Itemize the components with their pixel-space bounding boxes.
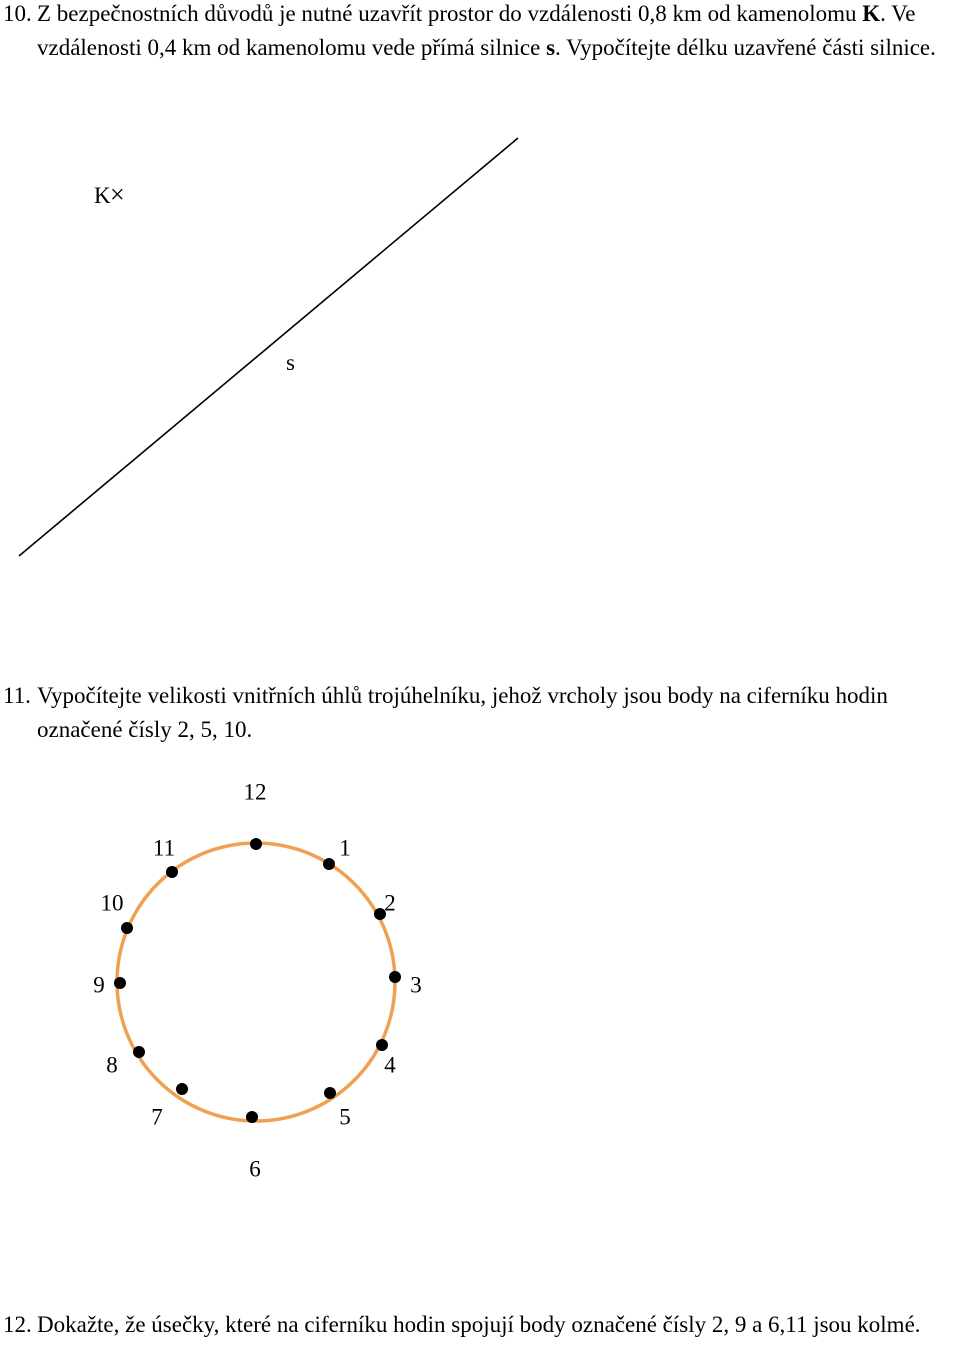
problem-10-road-label: s: [546, 35, 556, 60]
clock-dot-6: [246, 1111, 258, 1123]
clock-circle: [117, 843, 395, 1121]
problem-12-text: Dokažte, že úsečky, které na ciferníku hodin spojují body označené čísly 2, 9 a 6,11 jsou kolmé.: [37, 1312, 921, 1337]
clock-label-6: 6: [249, 1156, 261, 1182]
clock-label-1: 1: [339, 835, 351, 861]
clock-label-7: 7: [151, 1104, 163, 1130]
clock-dot-1: [323, 858, 335, 870]
clock-dot-9: [114, 977, 126, 989]
clock-label-4: 4: [384, 1052, 396, 1078]
clock-label-2: 2: [384, 890, 396, 916]
clock-dot-5: [324, 1087, 336, 1099]
clock-label-5: 5: [339, 1104, 351, 1130]
clock-label-8: 8: [106, 1052, 118, 1078]
clock-face-figure: [0, 760, 960, 1220]
point-k-marker-icon: ×: [110, 180, 125, 209]
clock-label-10: 10: [100, 890, 124, 916]
clock-dot-7: [176, 1083, 188, 1095]
problem-11-number: 11.: [3, 683, 31, 708]
clock-label-11: 11: [152, 835, 176, 861]
problem-10-point-label: K: [862, 1, 881, 26]
clock-dot-8: [133, 1046, 145, 1058]
problem-12-number: 12.: [3, 1312, 32, 1337]
road-s-label: s: [286, 350, 295, 375]
clock-dot-4: [376, 1039, 388, 1051]
point-k-label: K: [94, 183, 111, 208]
clock-label-3: 3: [410, 972, 422, 998]
clock-label-12: 12: [243, 779, 267, 805]
problem-10-number: 10.: [3, 1, 32, 26]
clock-label-9: 9: [93, 972, 105, 998]
clock-dot-10: [121, 922, 133, 934]
problem-10-text-part3: . Vypočítejte délku uzavřené části silnice.: [555, 35, 936, 60]
clock-dot-12: [250, 838, 262, 850]
problem-10-text-part1: Z bezpečnostních důvodů je nutné uzavřít prostor do vzdálenosti 0,8 km od kamenolomu: [37, 1, 863, 26]
problem-10-text-part2: . Ve vzdálenosti 0,4 km od kamenolomu vede přímá silnice: [37, 1, 916, 60]
problem-11-text: Vypočítejte velikosti vnitřních úhlů trojúhelníku, jehož vrcholy jsou body na ciferníku hodin označené čísly 2, 5, 10.: [37, 683, 888, 742]
problem-10-figure: [0, 0, 960, 620]
clock-dot-11: [166, 866, 178, 878]
clock-dot-3: [389, 971, 401, 983]
